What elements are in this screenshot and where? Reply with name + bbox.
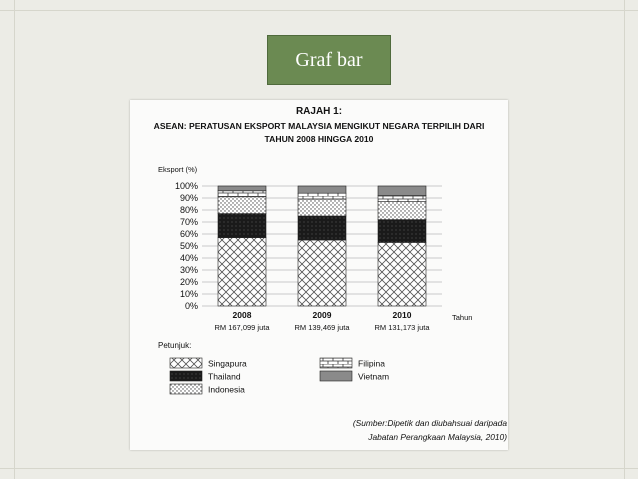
- bar-segment-indonesia-2009: [298, 199, 346, 216]
- figure-title-line2: TAHUN 2008 HINGGA 2010: [264, 134, 374, 144]
- bar-segment-vietnam-2008: [218, 186, 266, 191]
- x-axis-label: Tahun: [452, 313, 473, 322]
- y-tick-label: 80%: [179, 205, 198, 215]
- bar-segment-filipina-2009: [298, 193, 346, 199]
- x-tick-label: 2010: [392, 310, 412, 320]
- x-tick-label: 2008: [232, 310, 252, 320]
- bar-segment-thailand-2008: [218, 214, 266, 238]
- x-tick-label: 2009: [312, 310, 332, 320]
- slide-frame-line-top: [0, 10, 638, 11]
- y-tick-label: 30%: [179, 265, 198, 275]
- y-tick-label: 100%: [174, 181, 198, 191]
- legend-swatch-vietnam: [320, 371, 352, 381]
- bar-segment-indonesia-2010: [378, 202, 426, 220]
- figure-title-line1: ASEAN: PERATUSAN EKSPORT MALAYSIA MENGIKUT NEGARA TERPILIH DARI: [153, 121, 485, 131]
- y-axis-label: Eksport (%): [158, 165, 198, 174]
- y-tick-label: 60%: [179, 229, 198, 239]
- legend-swatch-singapura: [170, 358, 202, 368]
- legend-label-singapura: Singapura: [208, 358, 247, 369]
- y-tick-label: 90%: [179, 193, 198, 203]
- legend-swatch-thailand: [170, 371, 202, 381]
- x-tick-sublabel: RM 167,099 juta: [214, 323, 270, 332]
- bar-segment-singapura-2010: [378, 242, 426, 306]
- slide-title: Graf bar: [267, 35, 391, 85]
- bar-segment-thailand-2009: [298, 216, 346, 240]
- slide-frame-line-bottom: [0, 468, 638, 469]
- slide-frame-line-right: [624, 0, 625, 479]
- legend-swatch-filipina: [320, 358, 352, 368]
- bar-segment-indonesia-2008: [218, 197, 266, 214]
- legend-heading: Petunjuk:: [158, 341, 192, 350]
- bar-segment-filipina-2008: [218, 191, 266, 197]
- y-tick-label: 70%: [179, 217, 198, 227]
- slide-frame-line-left: [14, 0, 15, 479]
- legend-label-indonesia: Indonesia: [208, 384, 245, 395]
- legend-swatch-indonesia: [170, 384, 202, 394]
- bar-segment-filipina-2010: [378, 196, 426, 202]
- source-line1: (Sumber:Dipetik dan diubahsuai daripada: [352, 418, 507, 428]
- stacked-bar-chart: [130, 100, 508, 450]
- legend-label-filipina: Filipina: [358, 358, 385, 369]
- bar-segment-singapura-2009: [298, 240, 346, 306]
- bar-segment-vietnam-2010: [378, 186, 426, 196]
- legend-label-vietnam: Vietnam: [358, 371, 390, 382]
- bar-segment-singapura-2008: [218, 238, 266, 306]
- figure-image: [130, 100, 508, 450]
- legend-label-thailand: Thailand: [208, 371, 241, 382]
- x-tick-sublabel: RM 139,469 juta: [294, 323, 350, 332]
- source-line2: Jabatan Perangkaan Malaysia, 2010): [368, 432, 507, 442]
- bar-segment-thailand-2010: [378, 220, 426, 243]
- figure-label: RAJAH 1:: [295, 106, 343, 117]
- x-tick-sublabel: RM 131,173 juta: [374, 323, 430, 332]
- y-tick-label: 0%: [184, 301, 198, 311]
- y-tick-label: 20%: [179, 277, 198, 287]
- y-tick-label: 50%: [179, 241, 198, 251]
- bar-segment-vietnam-2009: [298, 186, 346, 193]
- y-tick-label: 10%: [179, 289, 198, 299]
- y-tick-label: 40%: [179, 253, 198, 263]
